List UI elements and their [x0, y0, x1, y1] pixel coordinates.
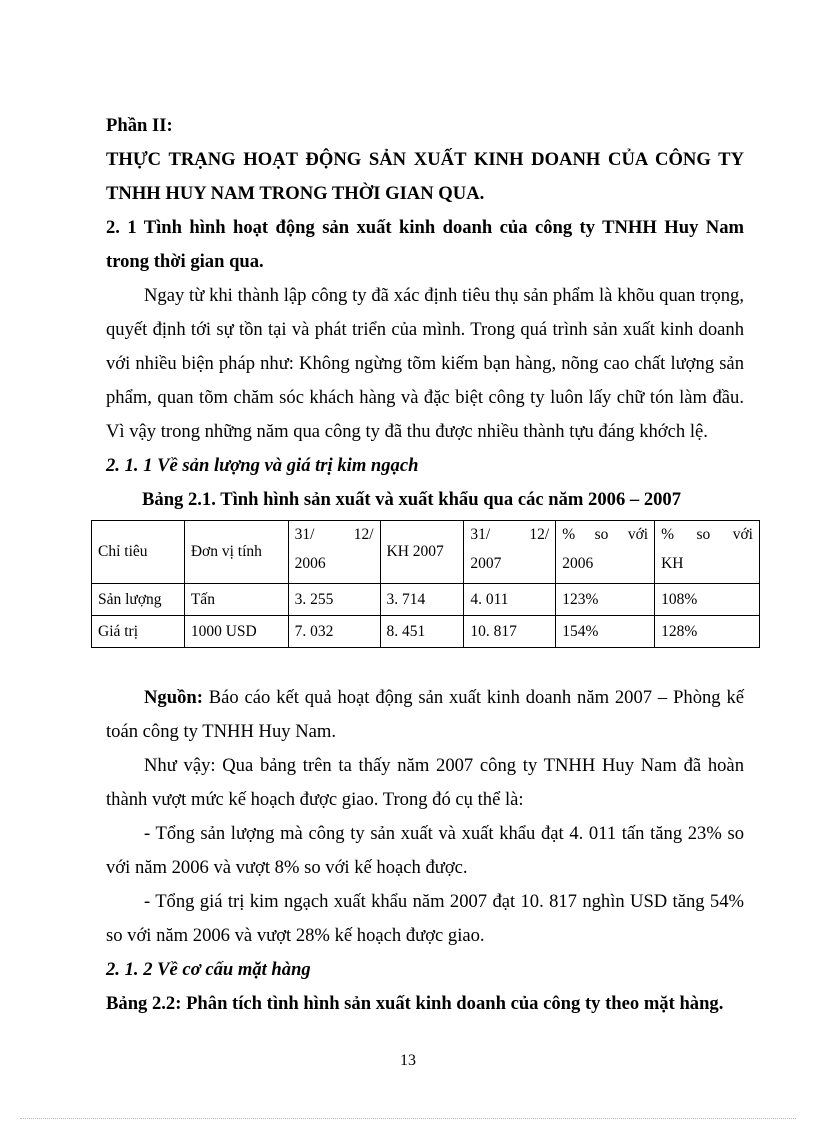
title-line-1: THỰC TRẠNG HOẠT ĐỘNG SẢN XUẤT KINH DOANH CỦA CÔNG TY	[106, 149, 744, 170]
cell-vs-plan: 108%	[655, 584, 760, 616]
intro-line-4: phẩm, quan tõm chăm sóc khách hàng và đặc biệt công ty luôn lấy chữ tón làm đầu.	[106, 387, 744, 408]
source-text: Báo cáo kết quả hoạt động sản xuất kinh doanh năm 2007 – Phòng kế	[202, 687, 744, 708]
header-unit: Đơn vị tính	[184, 521, 288, 584]
title-line-2: TNHH HUY NAM TRONG THỜI GIAN QUA.	[106, 183, 485, 204]
cell-2007: 10. 817	[464, 616, 556, 648]
table-2-caption: Bảng 2.2: Phân tích tình hình sản xuất kinh doanh của công ty theo mặt hàng.	[106, 993, 724, 1014]
cell-2006: 3. 255	[288, 584, 380, 616]
page-bottom-divider	[20, 1118, 796, 1119]
header-plan-2007: KH 2007	[380, 521, 464, 584]
cell-indicator: Giá trị	[92, 616, 185, 648]
cell-plan: 8. 451	[380, 616, 464, 648]
cell-2007: 4. 011	[464, 584, 556, 616]
header-indicator: Chỉ tiêu	[92, 521, 185, 584]
section-heading-line-1: 2. 1 Tình hình hoạt động sản xuất kinh doanh của công ty TNHH Huy Nam	[106, 217, 744, 238]
header-2006: 31/ 12/ 2006	[288, 521, 380, 584]
header-percent-vs-plan: % so với KH	[655, 521, 760, 584]
document-body-continued	[106, 681, 744, 1021]
header-percent-vs-2006: % so với 2006	[556, 521, 655, 584]
subsection-heading-1: 2. 1. 1 Về sản lượng và giá trị kim ngạch	[106, 455, 419, 476]
cell-unit: 1000 USD	[184, 616, 288, 648]
source-line-1	[106, 681, 744, 715]
document-body	[106, 109, 744, 517]
table-row	[92, 616, 760, 648]
section-heading-line-2: trong thời gian qua.	[106, 251, 264, 272]
subsection-heading-2: 2. 1. 2 Về cơ cấu mặt hàng	[106, 959, 311, 980]
intro-line-2: quyết định tới sự tồn tại và phát triển của mình. Trong quá trình sản xuất kinh doanh	[106, 319, 744, 340]
source-line-2: toán công ty TNHH Huy Nam.	[106, 721, 336, 742]
cell-indicator: Sản lượng	[92, 584, 185, 616]
bullet-2-line-1: - Tổng giá trị kim ngạch xuất khẩu năm 2007 đạt 10. 817 nghìn USD tăng 54%	[144, 891, 744, 912]
cell-plan: 3. 714	[380, 584, 464, 616]
cell-unit: Tấn	[184, 584, 288, 616]
part-label: Phần II:	[106, 115, 173, 136]
header-2007: 31/ 12/ 2007	[464, 521, 556, 584]
analysis-line-2: thành vượt mức kế hoạch được giao. Trong đó cụ thể là:	[106, 789, 524, 810]
cell-2006: 7. 032	[288, 616, 380, 648]
table-caption: Bảng 2.1. Tình hình sản xuất và xuất khẩu qua các năm 2006 – 2007	[142, 489, 682, 510]
bullet-1-line-1: - Tổng sản lượng mà công ty sản xuất và xuất khẩu đạt 4. 011 tấn tăng 23% so	[144, 823, 744, 844]
intro-line-1: Ngay từ khi thành lập công ty đã xác định tiêu thụ sản phẩm là khõu quan trọng,	[144, 285, 744, 306]
intro-line-5: Vì vậy trong những năm qua công ty đã thu được nhiều thành tựu đáng khớch lệ.	[106, 421, 708, 442]
page-number: 13	[400, 1052, 416, 1069]
analysis-line-1: Như vậy: Qua bảng trên ta thấy năm 2007 công ty TNHH Huy Nam đã hoàn	[144, 755, 744, 776]
production-export-table	[91, 520, 760, 648]
bullet-1-line-2: với năm 2006 và vượt 8% so với kế hoạch được.	[106, 857, 468, 878]
cell-vs-2006: 123%	[556, 584, 655, 616]
table-header-row	[92, 521, 760, 584]
bullet-2-line-2: so với năm 2006 và vượt 28% kế hoạch được giao.	[106, 925, 485, 946]
cell-vs-plan: 128%	[655, 616, 760, 648]
source-label: Nguồn:	[144, 687, 203, 708]
table-row	[92, 584, 760, 616]
cell-vs-2006: 154%	[556, 616, 655, 648]
intro-line-3: với nhiều biện pháp như: Không ngừng tõm kiếm bạn hàng, nõng cao chất lượng sản	[106, 353, 744, 374]
